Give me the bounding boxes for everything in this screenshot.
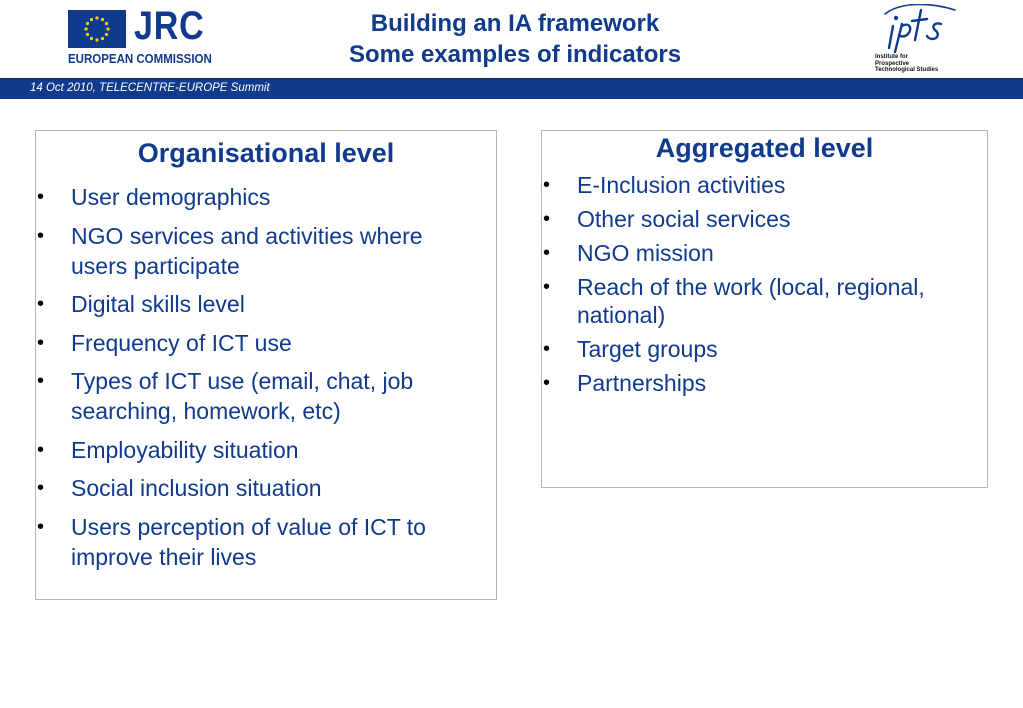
- date-bar: [0, 78, 1023, 99]
- bullet-icon: •: [37, 186, 45, 208]
- bullet-icon: •: [543, 338, 551, 360]
- list-item-text: NGO mission: [577, 240, 714, 266]
- list-item: [37, 512, 482, 572]
- list-item-text: E-Inclusion activities: [577, 172, 786, 198]
- ipts-wordmark-icon: [875, 4, 975, 54]
- jrc-logo: [68, 4, 213, 70]
- list-item-text: Target groups: [577, 336, 718, 362]
- organisational-level-panel: [35, 130, 497, 600]
- bullet-icon: •: [37, 515, 45, 538]
- ipts-dot: [894, 16, 898, 20]
- list-item: [37, 435, 482, 465]
- bullet-icon: •: [37, 370, 45, 392]
- eu-stars-icon: [68, 10, 126, 48]
- list-item: [37, 366, 482, 426]
- bullet-icon: •: [543, 276, 551, 298]
- ipts-subtitle: [875, 54, 938, 74]
- aggregated-level-heading: Aggregated level: [655, 133, 874, 163]
- list-item: [543, 369, 979, 397]
- bullet-icon: •: [37, 477, 45, 499]
- list-item: [543, 335, 979, 363]
- list-item: [37, 182, 482, 212]
- list-item: [543, 273, 979, 329]
- organisational-level-heading: Organisational level: [137, 138, 395, 168]
- jrc-brand: JRC: [134, 4, 205, 48]
- european-commission-label: EUROPEAN COMMISSION: [68, 52, 212, 66]
- list-item-text: Users perception of value of ICT to improve their lives: [71, 513, 426, 570]
- bullet-icon: •: [543, 242, 551, 264]
- eu-flag-icon: [68, 10, 126, 48]
- list-item-text: User demographics: [71, 184, 271, 210]
- ipts-subtitle-line: Prospective: [875, 60, 910, 67]
- bullet-icon: •: [543, 372, 551, 394]
- list-item: [37, 328, 482, 358]
- ipts-subtitle-line: Institute for: [875, 54, 908, 60]
- slide-title: [240, 8, 790, 70]
- title-line-2: Some examples of indicators: [348, 41, 682, 68]
- list-item-text: Social inclusion situation: [71, 475, 322, 501]
- list-item-text: Partnerships: [577, 370, 707, 396]
- list-item-text: Frequency of ICT use: [71, 329, 292, 356]
- date-event-label: 14 Oct 2010, TELECENTRE-EUROPE Summit: [30, 82, 270, 94]
- bullet-icon: •: [543, 174, 551, 196]
- list-item: [37, 289, 482, 319]
- organisational-indicator-list: [36, 182, 496, 572]
- list-item: [37, 473, 482, 503]
- list-item-text: Reach of the work (local, regional, national): [577, 274, 925, 328]
- list-item-text: Other social services: [577, 206, 791, 232]
- bullet-icon: •: [37, 224, 45, 247]
- bullet-icon: •: [37, 293, 45, 315]
- list-item-text: Digital skills level: [71, 291, 245, 317]
- bullet-icon: •: [37, 331, 45, 354]
- ipts-subtitle-line: Technological Studies: [875, 67, 939, 73]
- list-item-text: Employability situation: [71, 436, 299, 463]
- bullet-icon: •: [37, 438, 45, 461]
- list-item: [543, 205, 979, 233]
- list-item: [37, 221, 482, 281]
- list-item-text: Types of ICT use (email, chat, job searching, homework, etc): [71, 368, 414, 424]
- bullet-icon: •: [543, 208, 551, 230]
- list-item-text: NGO services and activities where users participate: [71, 222, 423, 279]
- title-line-1: Building an IA framework: [370, 10, 660, 37]
- list-item: [543, 171, 979, 199]
- list-item: [543, 239, 979, 267]
- aggregated-level-panel: [541, 130, 988, 488]
- ipts-logo: [875, 4, 975, 76]
- aggregated-indicator-list: [542, 171, 987, 397]
